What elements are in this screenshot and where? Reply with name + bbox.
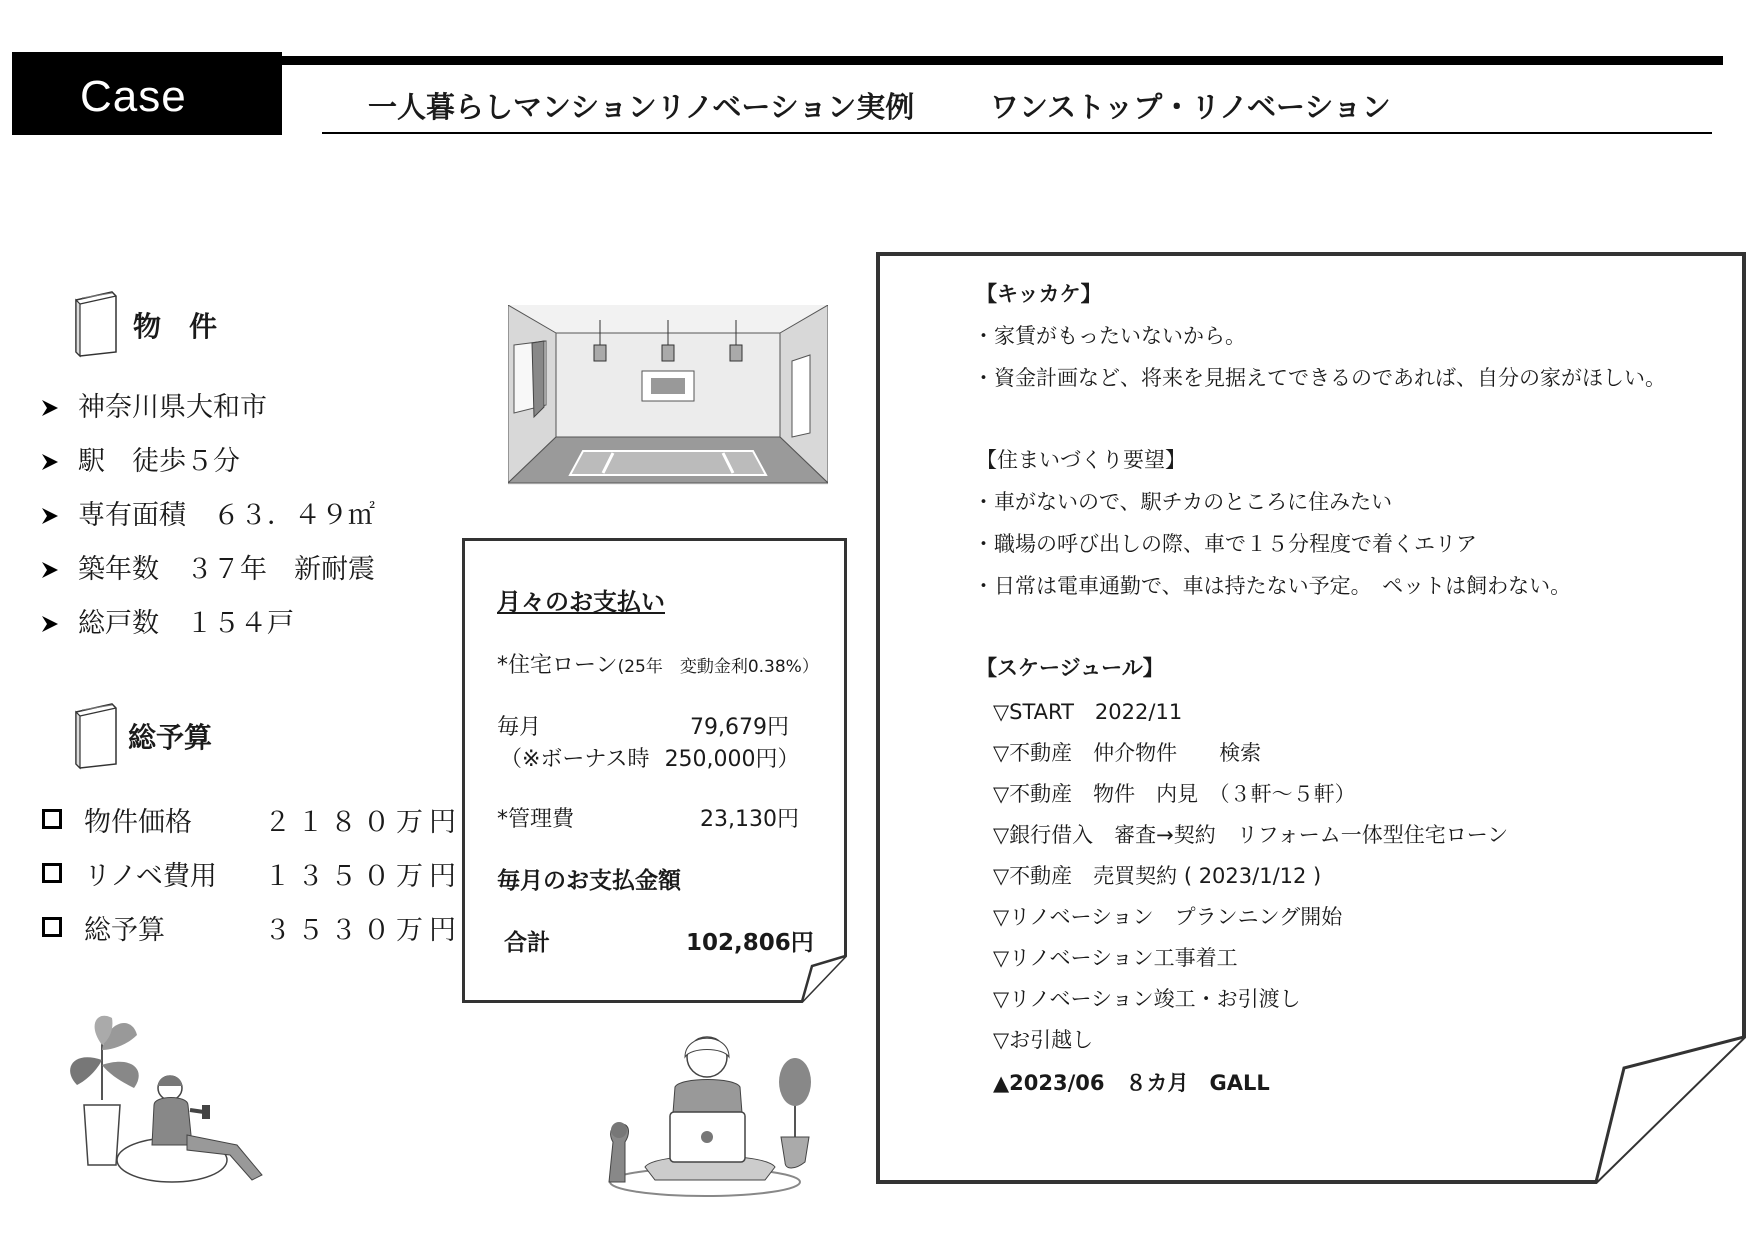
request-item: ・職場の呼び出しの際、車で１５分程度で着くエリア bbox=[973, 532, 1477, 556]
property-heading: 物 件 bbox=[133, 310, 218, 343]
title-underline bbox=[322, 132, 1712, 134]
schedule-item: ▽リノベーション竣工・お引渡し bbox=[993, 987, 1301, 1011]
total-heading: 毎月のお支払金額 bbox=[497, 868, 681, 894]
list-item bbox=[40, 597, 375, 651]
budget-label: 物件価格 bbox=[84, 806, 192, 838]
budget-value: ３５３０万円 bbox=[264, 914, 462, 946]
bonus-note: （※ボーナス時 bbox=[500, 747, 650, 772]
list-item bbox=[40, 792, 462, 846]
request-item: ・車がないので、駅チカのところに住みたい bbox=[973, 490, 1393, 514]
schedule-item: ▽リノベーション プランニング開始 bbox=[993, 905, 1343, 929]
trigger-item: ・家賃がもったいないから。 bbox=[973, 324, 1246, 348]
schedule-item: ▽START 2022/11 bbox=[993, 700, 1183, 724]
trigger-item: ・資金計画など、将来を見据えてできるのであれば、自分の家がほしい。 bbox=[973, 366, 1666, 390]
list-item bbox=[40, 381, 375, 435]
request-heading: 【住まいづくり要望】 bbox=[976, 448, 1186, 472]
request-item: ・日常は電車通勤で、車は持たない予定。 ペットは飼わない。 bbox=[973, 574, 1572, 598]
property-list bbox=[40, 381, 375, 651]
checkbox-icon bbox=[42, 917, 62, 937]
page-subtitle: ワンストップ・リノベーション bbox=[990, 90, 1391, 124]
schedule-item: ▽銀行借入 審査→契約 リフォーム一体型住宅ローン bbox=[993, 823, 1509, 847]
monthly-label: 毎月 bbox=[497, 715, 542, 740]
bonus-row bbox=[500, 742, 800, 773]
case-label: Case bbox=[80, 72, 187, 121]
list-item bbox=[40, 543, 375, 597]
arrow-bullet-icon bbox=[40, 560, 60, 580]
header-top-bar bbox=[265, 56, 1723, 65]
schedule-item: ▽お引越し bbox=[993, 1028, 1094, 1052]
budget-label: 総予算 bbox=[84, 914, 165, 946]
schedule-item: ▽リノベーション工事着工 bbox=[993, 946, 1238, 970]
arrow-bullet-icon bbox=[40, 506, 60, 526]
loan-label: *住宅ローン bbox=[497, 653, 618, 678]
arrow-bullet-icon bbox=[40, 398, 60, 418]
schedule-item: ▽不動産 売買契約 ( 2023/1/12 ) bbox=[993, 864, 1322, 888]
checkbox-icon bbox=[42, 863, 62, 883]
property-location: 神奈川県大和市 bbox=[78, 392, 267, 423]
budget-heading: 総予算 bbox=[128, 721, 213, 754]
budget-value: １３５０万円 bbox=[264, 860, 462, 892]
property-units: 総戸数 １５４戸 bbox=[78, 608, 294, 639]
book-icon bbox=[72, 290, 120, 358]
trigger-heading: 【キッカケ】 bbox=[976, 282, 1102, 306]
loan-note: (25年 変動金利0.38%） bbox=[617, 657, 819, 677]
checkbox-icon bbox=[42, 809, 62, 829]
arrow-bullet-icon bbox=[40, 614, 60, 634]
property-area: 専有面積 ６３．４９㎡ bbox=[78, 500, 375, 531]
budget-list bbox=[40, 792, 462, 954]
page-title: 一人暮らしマンションリノベーション実例 bbox=[368, 90, 915, 124]
total-value: 102,806円 bbox=[686, 930, 814, 956]
property-age: 築年数 ３７年 新耐震 bbox=[78, 554, 375, 585]
arrow-bullet-icon bbox=[40, 452, 60, 472]
schedule-heading: 【スケージュール】 bbox=[976, 656, 1164, 680]
schedule-item: ▽不動産 物件 内見 （３軒～５軒） bbox=[993, 782, 1356, 806]
list-item bbox=[40, 489, 375, 543]
list-item bbox=[40, 846, 462, 900]
payment-title: 月々のお支払い bbox=[497, 588, 665, 616]
mgmt-value: 23,130円 bbox=[700, 807, 799, 832]
budget-label: リノベ費用 bbox=[84, 860, 217, 892]
person-laptop-illustration bbox=[595, 1032, 835, 1197]
schedule-item: ▽不動産 仲介物件 検索 bbox=[993, 741, 1262, 765]
list-item bbox=[40, 435, 375, 489]
list-item bbox=[40, 900, 462, 954]
loan-row bbox=[497, 648, 819, 679]
mgmt-label: *管理費 bbox=[497, 807, 575, 832]
monthly-value: 79,679円 bbox=[690, 715, 789, 740]
room-illustration bbox=[508, 305, 828, 485]
book-icon bbox=[72, 702, 120, 770]
budget-value: ２１８０万円 bbox=[264, 806, 462, 838]
total-label: 合計 bbox=[504, 930, 550, 956]
person-plant-illustration bbox=[62, 1010, 287, 1190]
property-station: 駅 徒歩５分 bbox=[78, 446, 240, 477]
schedule-final: ▲2023/06 ８カ月 GALL bbox=[993, 1071, 1270, 1095]
bonus-value: 250,000円） bbox=[664, 747, 800, 772]
